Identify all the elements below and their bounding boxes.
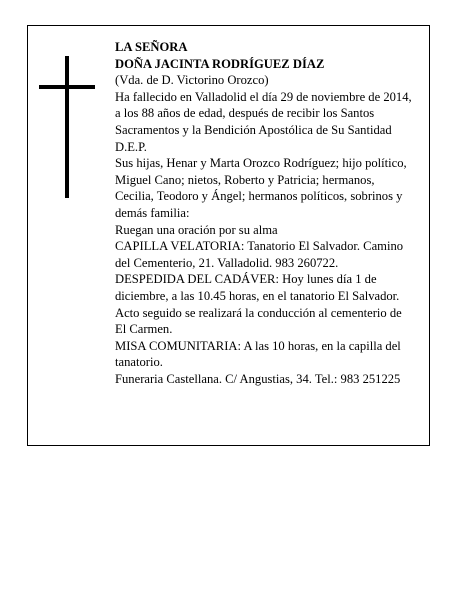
mass-info: MISA COMUNITARIA: A las 10 horas, en la capilla del tanatorio. (115, 338, 401, 370)
chapel-info: CAPILLA VELATORIA: Tanatorio El Salvador. Camino del Cementerio, 21. Valladolid. 983 260722. (115, 239, 404, 270)
notice-heading: LA SEÑORA (115, 40, 188, 54)
obituary-notice (27, 25, 430, 446)
prayer-request: Ruegan una oración por su alma (115, 222, 278, 237)
cross-horizontal-bar (39, 85, 95, 89)
notice-text (115, 39, 415, 387)
widow-of: (Vda. de D. Victorino Orozco) (115, 73, 269, 88)
cross-vertical-bar (65, 56, 69, 198)
family-list: Sus hijas, Henar y Marta Orozco Rodríguez; hijo político, Miguel Cano; nietos, Roberto y Patricia; hermanos, Cecilia, Teodoro y Ángel; hermanos políticos, sobrinos y demás familia: (115, 156, 407, 220)
deceased-name: DOÑA JACINTA RODRÍGUEZ DÍAZ (115, 56, 325, 71)
farewell-info: DESPEDIDA DEL CADÁVER: Hoy lunes día 1 de diciembre, a las 10.45 horas, en el tanatorio El Salvador. Acto seguido se realizará la conducción al cementerio de El Carmen. (115, 272, 402, 337)
rip: D.E.P. (115, 139, 147, 154)
death-info: Ha fallecido en Valladolid el día 29 de noviembre de 2014, a los 88 años de edad, después de recibir los Santos Sacramentos y la Bendición Apostólica de Su Santidad (115, 89, 412, 137)
funeral-home-info: Funeraria Castellana. C/ Angustias, 34. Tel.: 983 251225 (115, 371, 401, 386)
